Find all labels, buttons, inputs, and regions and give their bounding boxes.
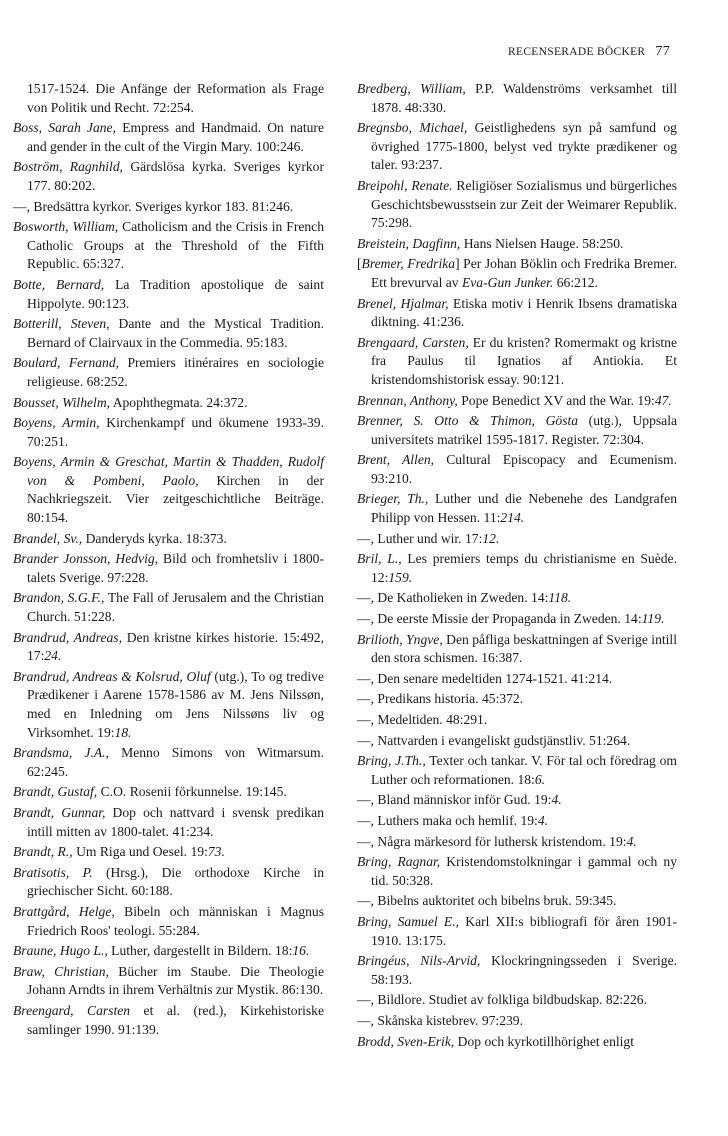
entry-text: —, Predikans historia. 45:372. — [357, 691, 524, 707]
entry-text: Bild och fromhetsliv i 1800-talets Sverige. 97:228. — [27, 551, 324, 585]
entry-text: —, Nattvarden i evangeliskt gudstjänstliv. 51:264. — [357, 732, 631, 748]
entry-author: Brenner, S. Otto & Thimon, Gösta — [357, 413, 579, 429]
entry-author: Brandt, R., — [13, 844, 73, 860]
entry-author: Bousset, Wilhelm, — [13, 394, 111, 410]
entry-text: Les premiers temps du christianisme en Suède. 12: — [371, 551, 677, 585]
entry-text: Um Riga und Oesel. 19: — [72, 844, 208, 860]
index-entry — [357, 255, 677, 292]
entry-author: Breengard, Carsten — [13, 1002, 131, 1018]
entry-author: Boström, Ragnhild, — [13, 159, 124, 175]
entry-text: Menno Simons von Witmarsum. 62:245. — [27, 745, 325, 779]
index-entry — [357, 853, 677, 890]
index-entry — [357, 235, 677, 254]
index-entry — [357, 610, 677, 629]
entry-author: Brandt, Gunnar, — [13, 804, 106, 820]
entry-text: Hans Nielsen Hauge. 58:250. — [460, 235, 624, 251]
entry-text: Dop och kyrkotillhörighet enligt — [454, 1033, 634, 1049]
right-column — [357, 80, 677, 1053]
entry-text: —, Luthers maka och hemlif. 19: — [357, 812, 538, 828]
entry-text: Apophthegmata. 24:372. — [110, 394, 248, 410]
entry-text: Kirchen in der Nachkriegszeit. Vier zeitgeschichtliche Beiträge. 80:154. — [27, 472, 324, 526]
entry-text: Empress and Handmaid. On nature and gender in the cult of the Virgin Mary. 100:246. — [27, 120, 324, 154]
entry-author: Brilioth, Yngve, — [357, 631, 443, 647]
index-entry — [357, 490, 677, 527]
index-entry — [13, 963, 324, 1000]
index-entry — [13, 804, 324, 841]
entry-text: Luther und die Nebenehe des Landgrafen Philipp von Hessen. 11: — [371, 491, 677, 526]
index-entry — [357, 392, 677, 411]
entry-author: Bring, J.Th., — [357, 753, 426, 769]
index-entry — [357, 80, 677, 117]
entry-text: et al. (red.), Kirkehistoriske samlinger 1990. 91:139. — [27, 1002, 324, 1037]
entry-author: Brenel, Hjalmar, — [357, 295, 449, 311]
entry-text: [ — [357, 256, 362, 272]
entry-author: Bremer, Fredrika — [361, 256, 456, 272]
index-entry — [13, 198, 324, 217]
entry-text: —, Den senare medeltiden 1274-1521. 41:214. — [357, 670, 613, 686]
entry-author: 4. — [626, 833, 637, 849]
entry-text: Geistlighedens syn på samfund og övrighed 1775-1800, belyst ved trykte prædikener og taler. 93:237. — [371, 120, 677, 173]
index-entry — [13, 158, 324, 195]
entry-author: 47. — [654, 392, 672, 408]
index-entry — [357, 913, 677, 950]
entry-author: Brandon, S.G.F., — [13, 590, 105, 606]
entry-author: 73. — [207, 844, 225, 860]
entry-author: Bril, L., — [357, 551, 402, 567]
index-entry — [357, 530, 677, 549]
running-title: RECENSERADE BÖCKER — [508, 46, 646, 58]
entry-text: —, De Katholieken in Zweden. 14: — [357, 590, 549, 606]
index-entry — [13, 843, 324, 862]
entry-author: Brandrud, Andreas, — [13, 629, 122, 645]
entry-text: Den kristne kirkes historie. 15:492, 17: — [27, 629, 324, 664]
entry-text: —, Bibelns auktoritet och bibelns bruk. 59:345. — [357, 893, 617, 909]
entry-text: ] Per Johan Böklin och Fredrika Bremer. Ett brevurval av — [371, 256, 677, 290]
index-entry — [357, 991, 677, 1010]
index-entry — [13, 550, 324, 587]
entry-author: Bosworth, William, — [13, 219, 119, 235]
entry-author: Brieger, Th., — [357, 491, 429, 507]
index-entry — [13, 354, 324, 391]
index-entry — [13, 315, 324, 352]
entry-text: Kristendomstolkningar i gammal och ny tid. 50:328. — [371, 854, 677, 888]
entry-text: (utg.), Uppsala universitets matrikel 1595-1817. Register. 72:304. — [371, 413, 677, 447]
entry-text: C.O. Rosenii förkunnelse. 19:145. — [97, 784, 287, 800]
entry-text: La Tradition apostolique de saint Hippolyte. 90:123. — [27, 276, 325, 311]
entry-author: Breistein, Dagfinn, — [357, 235, 461, 251]
index-entry — [13, 942, 324, 961]
entry-text: Klockringningsseden i Sverige. 58:193. — [371, 953, 677, 987]
entry-text: Luther, dargestellt in Bildern. 18: — [107, 943, 293, 959]
index-entry — [357, 451, 677, 488]
entry-text: —, Medeltiden. 48:291. — [357, 712, 488, 727]
entry-text: Kirchenkampf und ökumene 1933-39. 70:251. — [27, 415, 324, 449]
index-entry — [13, 903, 324, 940]
entry-author: 6. — [534, 771, 546, 787]
entry-text: 66:212. — [553, 274, 598, 290]
entry-text: Bücher im Staube. Die Theologie Johann Arndts in ihrem Verhältnis zur Mystik. 86:130. — [27, 963, 324, 998]
entry-author: Brander Jonsson, Hedvig, — [13, 551, 159, 567]
entry-text: Karl XII:s bibliografi för åren 1901-1910. 13:175. — [371, 913, 678, 948]
index-entry — [13, 864, 324, 901]
entry-author: Braw, Christian, — [13, 963, 109, 979]
entry-author: Boulard, Fernand, — [13, 355, 120, 371]
index-entry — [13, 218, 324, 274]
index-entry — [13, 530, 324, 549]
entry-author: 214. — [500, 510, 525, 526]
index-entry — [13, 668, 324, 742]
index-entry — [357, 177, 677, 233]
entry-author: Brandrud, Andreas & Kolsrud, Oluf — [13, 668, 211, 684]
entry-author: 4. — [537, 812, 549, 828]
entry-text: Cultural Episcopacy and Ecumenism. 93:210. — [371, 452, 677, 486]
index-entry — [357, 589, 677, 608]
index-entry — [13, 589, 324, 626]
entry-author: 119. — [641, 611, 665, 627]
entry-author: Brattgård, Helge, — [13, 903, 115, 919]
index-entry — [13, 414, 324, 451]
entry-text: Den påfliga beskattningen af Sverige intill den stora schismen. 16:387. — [371, 631, 677, 666]
running-header — [508, 44, 670, 60]
index-entry — [357, 952, 677, 989]
entry-author: Breipohl, Renate. — [357, 177, 453, 193]
entry-text: (utg.), To og tredive Prædikener i Aarene 1578-1586 av M. Jens Nilssøn, med en Inledning om Jens Nilssøns liv og Virksomhet. 19: — [27, 668, 324, 740]
entry-text: Religiöser Sozialismus und bürgerliches Geschichtsbewusstsein zur Zeit der Weimarer Republik. 75:298. — [371, 177, 677, 231]
entry-author: Brent, Allen, — [357, 452, 435, 468]
index-entry — [357, 119, 677, 175]
entry-text: —, Bredsättra kyrkor. Sveriges kyrkor 183. 81:246. — [13, 198, 294, 214]
entry-author: Bratisotis, P. — [13, 864, 93, 880]
entry-author: 18. — [114, 724, 132, 740]
entry-text: P.P. Waldenströms verksamhet till 1878. 48:330. — [371, 81, 677, 115]
index-entry — [13, 276, 324, 313]
index-entry — [357, 412, 677, 449]
entry-text: Danderyds kyrka. 18:373. — [82, 530, 227, 546]
entry-author: Brodd, Sven-Erik, — [357, 1033, 455, 1049]
entry-author: Brandsma, J.A., — [13, 745, 109, 761]
page-number: 77 — [655, 44, 670, 59]
entry-text: Bibeln och människan i Magnus Friedrich Roos' teologi. 55:284. — [27, 903, 325, 938]
index-entry — [357, 1033, 677, 1052]
index-entry — [357, 1012, 677, 1031]
entry-text: The Fall of Jerusalem and the Christian Church. 51:228. — [27, 590, 324, 625]
index-entry — [357, 550, 677, 587]
index-entry — [357, 711, 677, 730]
index-entry — [13, 783, 324, 802]
entry-author: Eva-Gun Junker. — [461, 274, 554, 290]
entry-author: Brengaard, Carsten, — [357, 334, 469, 350]
entry-author: Boyens, Armin & Greschat, Martin & Thadden, Rudolf von & Pombeni, Paolo, — [13, 454, 324, 488]
index-entry — [357, 631, 677, 668]
entry-text: Etiska motiv i Henrik Ibsens dramatiska diktning. 41:236. — [371, 295, 677, 330]
entry-author: Bregnsbo, Michael, — [357, 120, 468, 136]
index-entry — [357, 791, 677, 810]
entry-text: Catholicism and the Crisis in French Catholic Groups at the Threshold of the Fifth Republic. 65:327. — [27, 219, 325, 272]
entry-author: Bringéus, Nils-Arvid, — [357, 953, 481, 969]
index-entry — [13, 394, 324, 413]
entry-text: Er du kristen? Romermakt og kristne fra Paulus til Ignatios af Antiokia. Et kristendomshistorisk essay. 90:121. — [371, 334, 677, 387]
entry-author: Brandt, Gustaf, — [13, 784, 98, 800]
index-entry — [357, 295, 677, 332]
entry-author: 118. — [548, 590, 572, 606]
entry-author: Bring, Ragnar, — [357, 854, 441, 870]
entry-author: Braune, Hugo L., — [13, 943, 108, 959]
entry-author: Botterill, Steven, — [13, 316, 110, 332]
entry-author: 159. — [388, 569, 413, 585]
entry-text: —, Några märkesord för luthersk kristendom. 19: — [357, 833, 627, 849]
entry-text: Premiers itinéraires en sociologie religieuse. 68:252. — [27, 355, 324, 389]
entry-author: Boss, Sarah Jane, — [13, 120, 116, 136]
entry-text: Pope Benedict XV and the War. 19: — [457, 392, 655, 408]
index-entry — [357, 670, 677, 689]
entry-text: Dante and the Mystical Tradition. Bernard of Clairvaux in the Commedia. 95:183. — [27, 316, 324, 350]
entry-author: 4. — [551, 792, 562, 808]
entry-author: Botte, Bernard, — [13, 276, 105, 292]
entry-text: —, Bildlore. Studiet av folkliga bildbudskap. 82:226. — [357, 992, 647, 1008]
index-entry — [357, 732, 677, 751]
index-entry — [13, 744, 324, 781]
entry-author: Brandel, Sv., — [13, 530, 83, 546]
entry-text: —, Skånska kistebrev. 97:239. — [357, 1012, 523, 1028]
index-entry — [13, 80, 324, 117]
entry-author: Bredberg, William, — [357, 81, 466, 96]
entry-text: Gärdslösa kyrka. Sveriges kyrkor 177. 80:202. — [27, 159, 324, 193]
entry-text: Dop och nattvard i svensk predikan intill mitten av 1800-talet. 41:234. — [27, 804, 324, 839]
entry-author: 12. — [482, 530, 500, 546]
entry-author: Boyens, Armin, — [13, 415, 100, 431]
entry-text: —, Luther und wir. 17: — [357, 530, 483, 546]
index-entry — [357, 812, 677, 831]
entry-author: Brennan, Anthony, — [357, 392, 458, 408]
index-entry — [357, 334, 677, 390]
index-entry — [357, 892, 677, 911]
index-entry — [357, 833, 677, 852]
entry-author: Bring, Samuel E., — [357, 913, 460, 929]
entry-text: 1517-1524. Die Anfänge der Reformation als Frage von Politik und Recht. 72:254. — [27, 81, 324, 115]
entry-text: —, De eerste Missie der Propaganda in Zweden. 14: — [357, 611, 642, 627]
index-entry — [13, 453, 324, 527]
index-entry — [357, 690, 677, 709]
index-entry — [13, 119, 324, 156]
entry-text: (Hrsg.), Die orthodoxe Kirche in griechischer Sicht. 60:188. — [27, 864, 325, 899]
entry-author: 24. — [44, 648, 62, 664]
entry-text: Texter och tankar. V. För tal och föredrag om Luther och reformationen. 18: — [371, 753, 677, 787]
index-entry — [13, 1002, 324, 1039]
left-column — [13, 80, 324, 1041]
index-entry — [13, 629, 324, 666]
entry-text: —, Bland människor inför Gud. 19: — [357, 792, 552, 808]
entry-author: 16. — [292, 943, 310, 959]
index-entry — [357, 752, 677, 789]
